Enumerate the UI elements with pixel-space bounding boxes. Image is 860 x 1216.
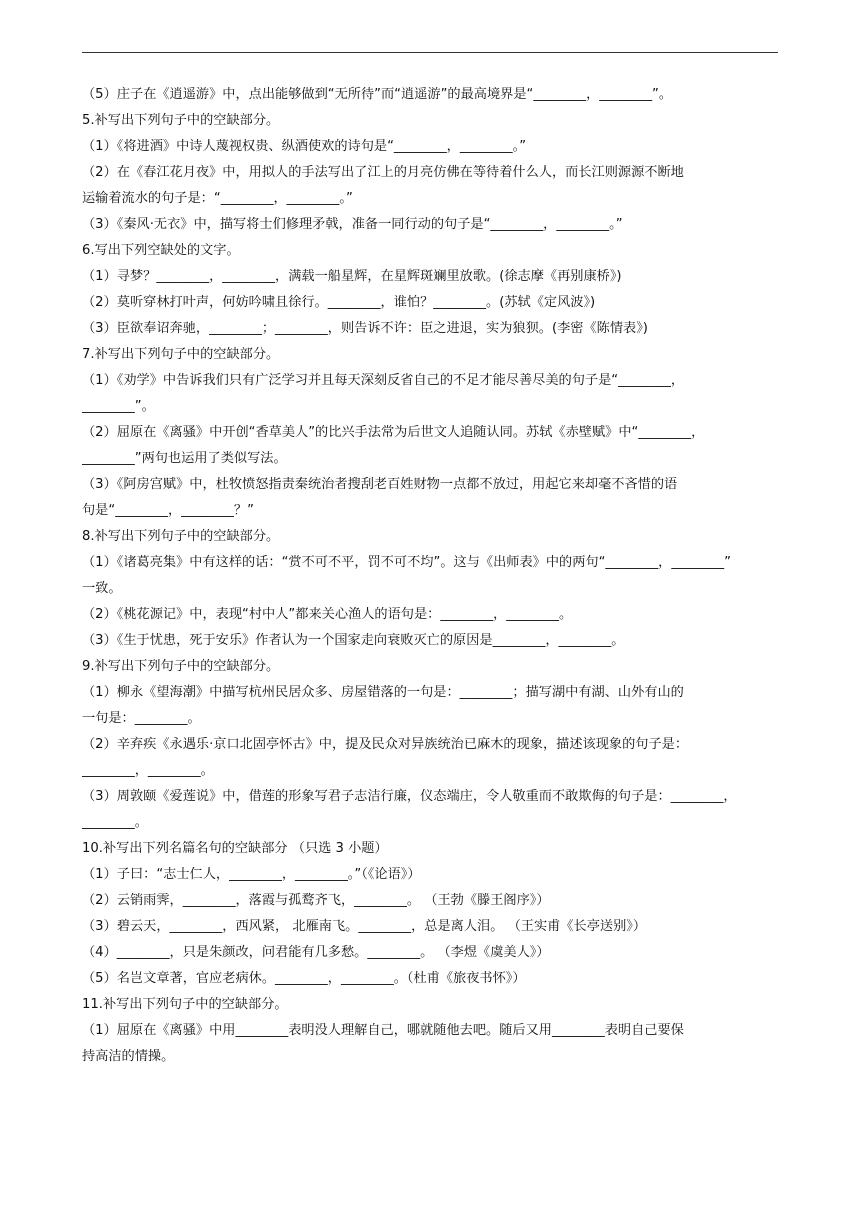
text-line: ________，________。 bbox=[82, 763, 214, 778]
text-line: 运输着流水的句子是：“________，________。” bbox=[82, 191, 353, 206]
question-heading: 8.补写出下列句子中的空缺部分。 bbox=[82, 529, 280, 544]
document-body bbox=[82, 82, 778, 1070]
text-line: （3）《阿房宫赋》中，杜牧愤怒指责秦统治者搜刮老百姓财物一点都不放过，用起它来却毫不吝惜的语 bbox=[82, 477, 678, 492]
text-line: （1）《诸葛亮集》中有这样的话：“赏不可不平，罚不可不均”。这与《出师表》中的两句“________，________” bbox=[82, 555, 731, 570]
question-heading: 7.补写出下列句子中的空缺部分。 bbox=[82, 347, 280, 362]
text-line: ________”。 bbox=[82, 399, 155, 414]
text-line: （1）《将进酒》中诗人蔑视权贵、纵酒使欢的诗句是“________，________。” bbox=[82, 139, 527, 154]
text-line: （4）________，只是朱颜改，问君能有几多愁。________。 （李煜《虞美人》） bbox=[82, 945, 550, 960]
text-line: ________”两句也运用了类似写法。 bbox=[82, 451, 287, 466]
text-line: ________。 bbox=[82, 815, 148, 830]
text-line: （1）屈原在《离骚》中用________表明没人理解自己，哪就随他去吧。随后又用________表明自己要保 bbox=[82, 1023, 684, 1038]
text-line: （1）《劝学》中告诉我们只有广泛学习并且每天深刻反省自己的不足才能尽善尽美的句子是“________， bbox=[82, 373, 685, 388]
question-heading: 6.写出下列空缺处的文字。 bbox=[82, 243, 240, 258]
question-heading: 9.补写出下列句子中的空缺部分。 bbox=[82, 659, 280, 674]
text-line: （5）庄子在《逍遥游》中，点出能够做到“无所待”而“逍遥游”的最高境界是“________，________”。 bbox=[82, 87, 673, 102]
text-line: （2）辛弃疾《永遇乐·京口北固亭怀古》中，提及民众对异族统治已麻木的现象，描述该现象的句子是： bbox=[82, 737, 689, 752]
question-heading: 10.补写出下列名篇名句的空缺部分 （只选 3 小题） bbox=[82, 841, 388, 856]
text-line: （2）《桃花源记》中，表现“村中人”都来关心渔人的语句是：________，________。 bbox=[82, 607, 573, 622]
text-line: （3）臣欲奉诏奔驰，________；________，则告诉不许：臣之进退，实为狼狈。(李密《陈情表》) bbox=[82, 321, 648, 336]
text-line: （3）《生于忧患，死于安乐》作者认为一个国家走向衰败灭亡的原因是________，________。 bbox=[82, 633, 625, 648]
question-heading: 5.补写出下列句子中的空缺部分。 bbox=[82, 113, 280, 128]
header-rule bbox=[82, 52, 778, 53]
text-line: （2）屈原在《离骚》中开创“香草美人”的比兴手法常为后世文人追随认同。苏轼《赤壁赋》中“________， bbox=[82, 425, 705, 440]
text-line: （2）在《春江花月夜》中，用拟人的手法写出了江上的月亮仿佛在等待着什么人，而长江则源源不断地 bbox=[82, 165, 684, 180]
text-line: 持高洁的情操。 bbox=[82, 1049, 175, 1064]
text-line: （1）子曰：“志士仁人，________，________。”（《论语》） bbox=[82, 867, 421, 882]
text-line: （3）碧云天，________，西风紧， 北雁南飞。________，总是离人泪。 （王实甫《长亭送别》） bbox=[82, 919, 647, 934]
question-heading: 11.补写出下列句子中的空缺部分。 bbox=[82, 997, 288, 1012]
text-line: 一致。 bbox=[82, 581, 122, 596]
text-line: （1）柳永《望海潮》中描写杭州民居众多、房屋错落的一句是：________；描写湖中有湖、山外有山的 bbox=[82, 685, 684, 700]
text-line: 句是“________，________？” bbox=[82, 503, 254, 518]
text-line: （3）《秦风·无衣》中，描写将士们修理矛戟，准备一同行动的句子是“________，________。” bbox=[82, 217, 623, 232]
text-line: （2）云销雨霁，________，落霞与孤鹜齐飞，________。 （王勃《滕王阁序》） bbox=[82, 893, 550, 908]
text-line: （1）寻梦？________，________，满载一船星辉，在星辉斑斓里放歌。(徐志摩《再别康桥》) bbox=[82, 269, 622, 284]
text-line: （3）周敦颐《爱莲说》中，借莲的形象写君子志洁行廉，仪态端庄，令人敬重而不敢欺侮的句子是：________， bbox=[82, 789, 737, 804]
text-line: 一句是：________。 bbox=[82, 711, 201, 726]
text-line: （5）名岂文章著，官应老病休。________，________。（杜甫《旅夜书怀》） bbox=[82, 971, 526, 986]
text-line: （2）莫听穿林打叶声，何妨吟啸且徐行。________，谁怕？________。(苏轼《定风波》) bbox=[82, 295, 596, 310]
